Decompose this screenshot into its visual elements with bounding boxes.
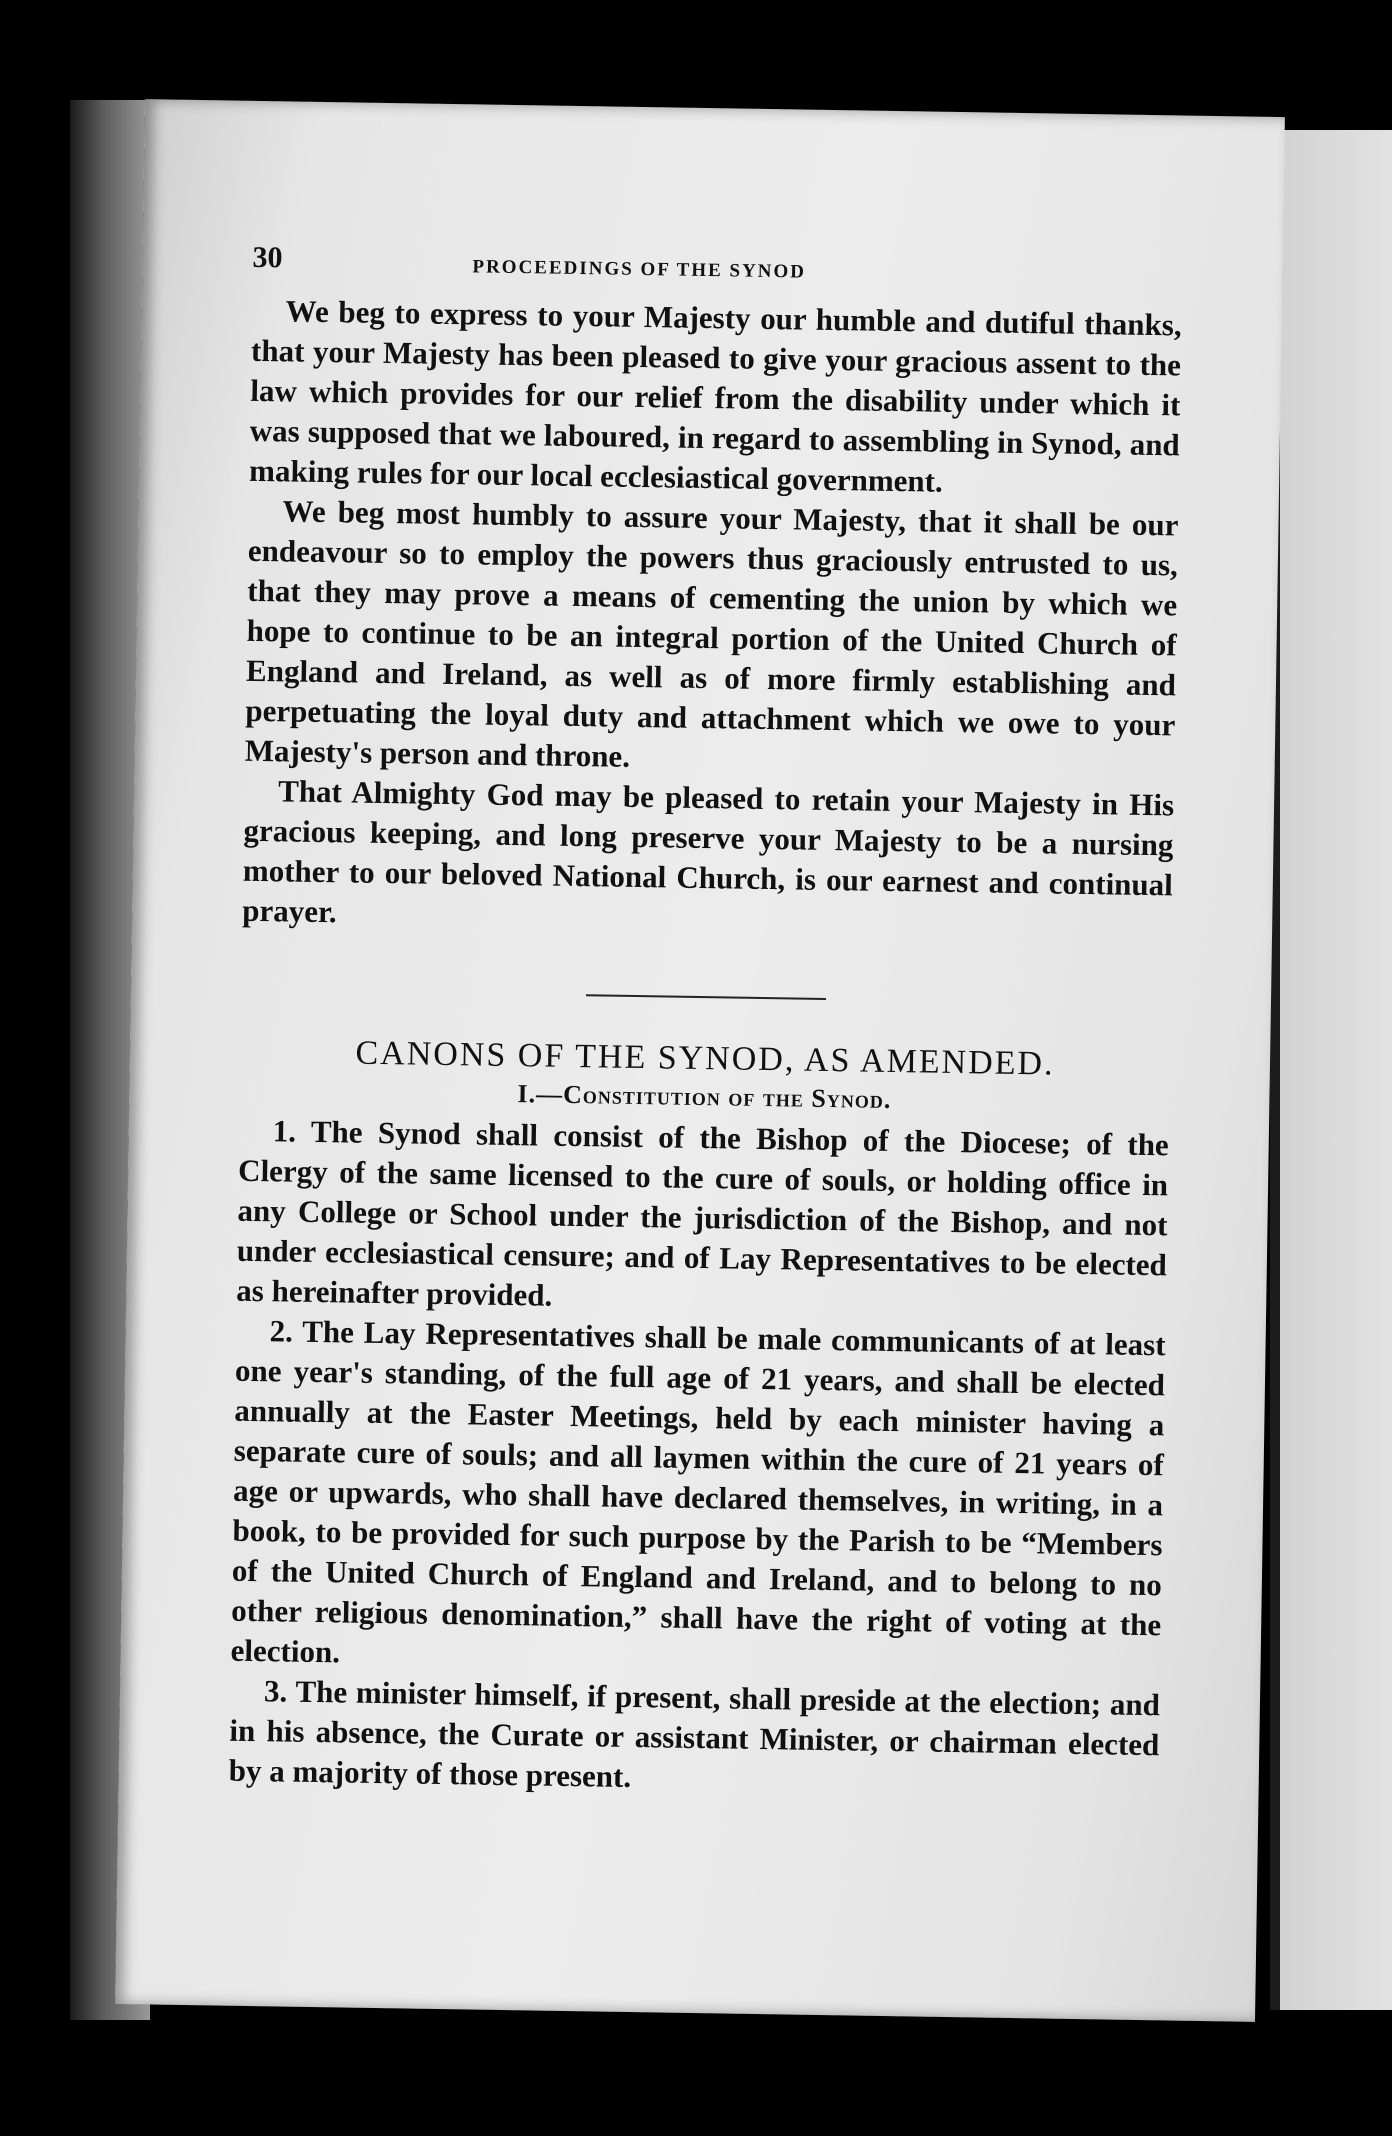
section-rule — [586, 994, 826, 1000]
address-paragraph-3: That Almighty God may be pleased to retain your Majesty in His gracious keeping, and long preserve your Majesty to be a nursing mother to our beloved National Church, is our earnest and continual prayer. — [242, 773, 1175, 930]
canons-subheading: I.—Constitution of the Synod. — [517, 1079, 892, 1115]
address-section — [242, 291, 1182, 946]
running-title: PROCEEDINGS OF THE SYNOD — [472, 256, 807, 283]
canon-paragraph-3: 3. The minister himself, if present, shall preside at the election; and in his absence, the Curate or assistant Minister, or chairman elected by a majority of those present. — [228, 1673, 1161, 1795]
address-paragraph-1: We beg to express to your Majesty our humble and dutiful thanks, that your Majesty has been pleased to give your gracious assent to the law which provides for our relief from the disability under which it was supposed that we laboured, in regard to assembling in Synod, and making rules for our local ecclesiastical government. — [248, 293, 1182, 499]
canons-section — [228, 1033, 1170, 1806]
address-paragraph-2: We beg most humbly to assure your Majesty, that it shall be our endeavour so to employ the powers thus graciously entrusted to us, that they may prove a means of cementing the union by which we hope to continue to be an integral portion of the United Church of England and Ireland, as well as of more firmly establishing and perpetuating the loyal duty and attachment which we owe to your Majesty's person and throne. — [244, 493, 1179, 774]
canon-paragraph-1: 1. The Synod shall consist of the Bishop of the Diocese; of the Clergy of the same licensed to the cure of souls, or holding office in any College or School under the jurisdiction of the Bishop, and not under ecclesiastical censure; and of Lay Representatives to be elected as hereinafter provided. — [236, 1113, 1170, 1313]
canon-paragraph-2: 2. The Lay Representatives shall be male communicants of at least one year's standing, of the full age of 21 years, and shall be elected annually at the Easter Meetings, held by each minister having a separate cure of souls; and all laymen within the cure of 21 years of age or upwards, who shall have declared themselves, in writing, in a book, to be provided for such purpose by the Parish to be “Members of the United Church of England and Ireland, and to belong to no other religious denomination,” shall have the right of voting at the election. — [230, 1313, 1166, 1670]
facing-page-margin — [1280, 130, 1392, 2010]
canons-heading: CANONS OF THE SYNOD, AS AMENDED. — [355, 1034, 1055, 1083]
page-number: 30 — [252, 240, 283, 275]
book-page — [115, 99, 1285, 2022]
page-content — [228, 241, 1182, 1805]
